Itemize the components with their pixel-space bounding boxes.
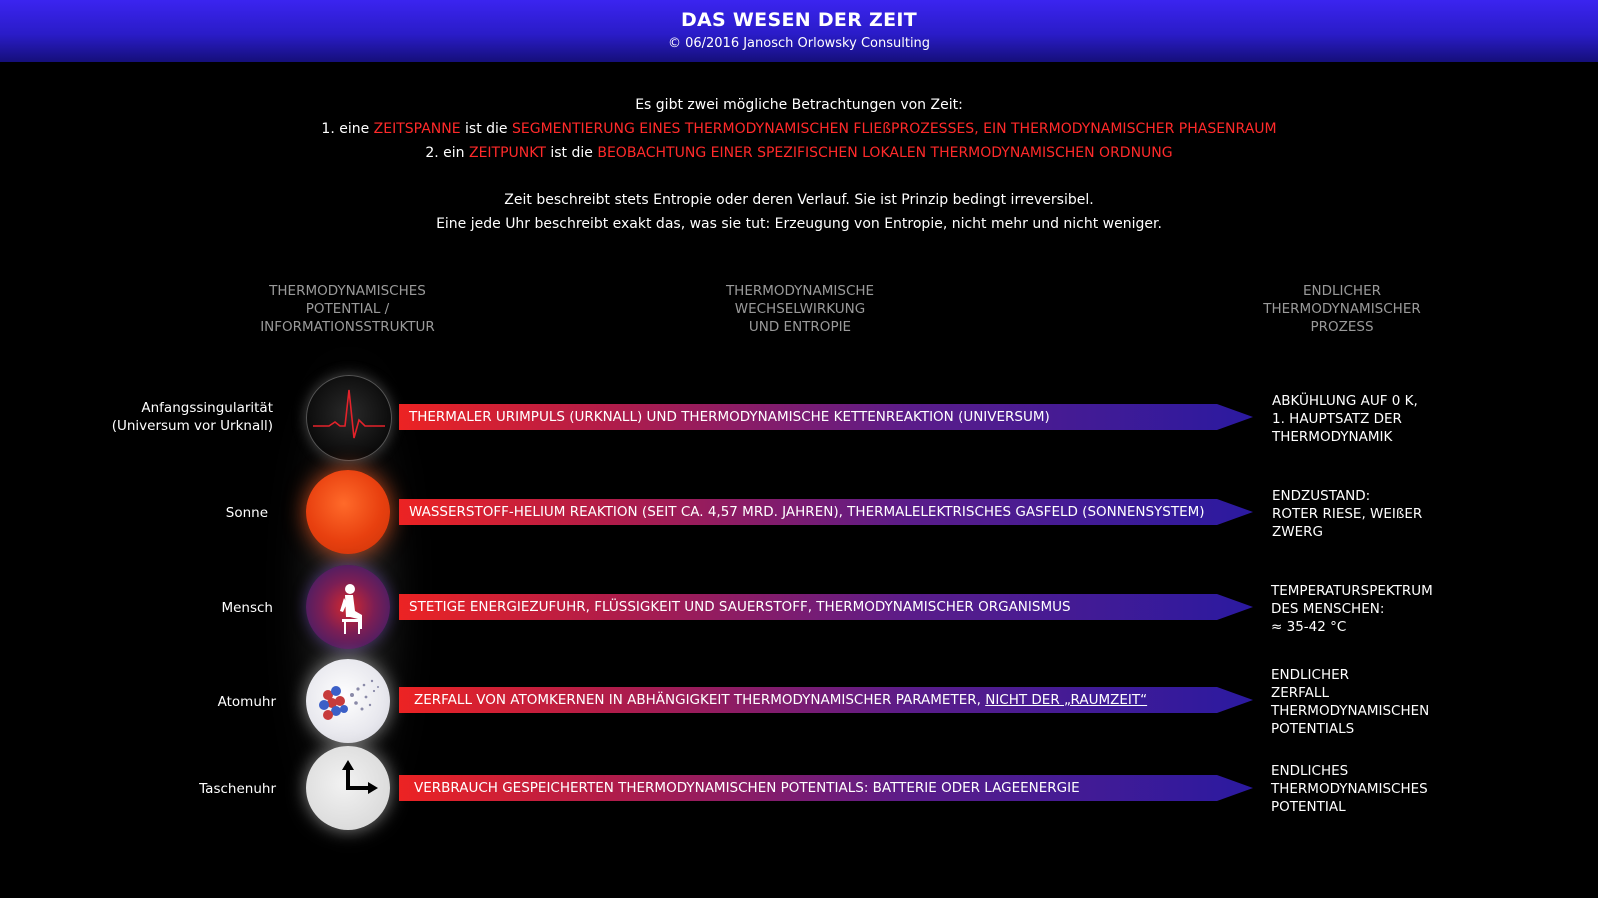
result-sun: ENDZUSTAND: ROTER RIESE, WEIßER ZWERG bbox=[1272, 488, 1423, 540]
result-human: TEMPERATURSPEKTRUM DES MENSCHEN: ≈ 35-42 °C bbox=[1271, 583, 1433, 635]
underlined-spacetime-note: NICHT DER „RAUMZEIT“ bbox=[985, 692, 1148, 708]
intro-line-4: Eine jede Uhr beschreibt exakt das, was sie tut: Erzeugung von Entropie, nicht mehr und nicht weniger. bbox=[436, 216, 1162, 232]
row-label-atomic-clock: Atomuhr bbox=[217, 694, 276, 710]
arrow-text-human: STETIGE ENERGIEZUFUHR, FLÜSSIGKEIT UND SAUERSTOFF, THERMODYNAMISCHER ORGANISMUS bbox=[409, 599, 1071, 615]
intro-2-prefix: 2. ein bbox=[425, 145, 469, 161]
intro-line-0: Es gibt zwei mögliche Betrachtungen von Zeit: bbox=[635, 97, 963, 113]
human-icon bbox=[306, 565, 390, 649]
column-header-interaction: THERMODYNAMISCHE WECHSELWIRKUNG UND ENTROPIE bbox=[725, 283, 875, 335]
atom-decay-icon bbox=[306, 659, 390, 743]
intro-1-term: ZEITSPANNE bbox=[373, 121, 461, 137]
intro-2-definition: BEOBACHTUNG EINER SPEZIFISCHEN LOKALEN THERMODYNAMISCHEN ORDNUNG bbox=[597, 145, 1173, 161]
arrow-text-sun: WASSERSTOFF-HELIUM REAKTION (SEIT CA. 4,57 MRD. JAHREN), THERMALELEKTRISCHES GASFELD (SONNENSYSTEM) bbox=[409, 504, 1205, 520]
intro-2-mid: ist die bbox=[545, 145, 598, 161]
page-title: DAS WESEN DER ZEIT bbox=[680, 9, 918, 31]
intro-line-1 bbox=[0, 121, 1598, 137]
sun-icon bbox=[306, 470, 390, 554]
row-label-human: Mensch bbox=[221, 600, 273, 616]
singularity-pulse-icon bbox=[306, 375, 392, 461]
intro-1-definition: SEGMENTIERUNG EINES THERMODYNAMISCHEN FLIEßPROZESSES, EIN THERMODYNAMISCHER PHASENRAUM bbox=[512, 121, 1277, 137]
row-label-singularity: Anfangssingularität (Universum vor Urknall) bbox=[111, 400, 273, 434]
copyright-subtitle: © 06/2016 Janosch Orlowsky Consulting bbox=[667, 36, 931, 51]
column-header-process: ENDLICHER THERMODYNAMISCHER PROZESS bbox=[1263, 283, 1421, 335]
intro-line-2 bbox=[0, 145, 1598, 161]
arrow-text-singularity: THERMALER URIMPULS (URKNALL) UND THERMODYNAMISCHE KETTENREAKTION (UNIVERSUM) bbox=[409, 409, 1050, 425]
result-pocket-watch: ENDLICHES THERMODYNAMISCHES POTENTIAL bbox=[1271, 763, 1428, 815]
arrow-text-atomic-clock: ZERFALL VON ATOMKERNEN IN ABHÄNGIGKEIT THERMODYNAMISCHER PARAMETER, NICHT DER „RAUMZEIT“ bbox=[414, 692, 1148, 708]
intro-2-term: ZEITPUNKT bbox=[468, 145, 546, 161]
clock-icon bbox=[306, 746, 390, 830]
result-singularity: ABKÜHLUNG AUF 0 K, 1. HAUPTSATZ DER THERMODYNAMIK bbox=[1272, 393, 1418, 445]
intro-line-3: Zeit beschreibt stets Entropie oder deren Verlauf. Sie ist Prinzip bedingt irreversibel. bbox=[504, 192, 1094, 208]
column-header-potential: THERMODYNAMISCHES POTENTIAL / INFORMATIONSSTRUKTUR bbox=[260, 283, 435, 335]
row-label-pocket-watch: Taschenuhr bbox=[199, 781, 276, 797]
intro-1-prefix: 1. eine bbox=[321, 121, 374, 137]
arrow-text-pocket-watch: VERBRAUCH GESPEICHERTEN THERMODYNAMISCHEN POTENTIALS: BATTERIE ODER LAGEENERGIE bbox=[414, 780, 1080, 796]
result-atomic-clock: ENDLICHER ZERFALL THERMODYNAMISCHEN POTENTIALS bbox=[1271, 667, 1430, 737]
intro-1-mid: ist die bbox=[460, 121, 512, 137]
row-label-sun: Sonne bbox=[225, 505, 268, 521]
header-bar bbox=[0, 0, 1598, 62]
